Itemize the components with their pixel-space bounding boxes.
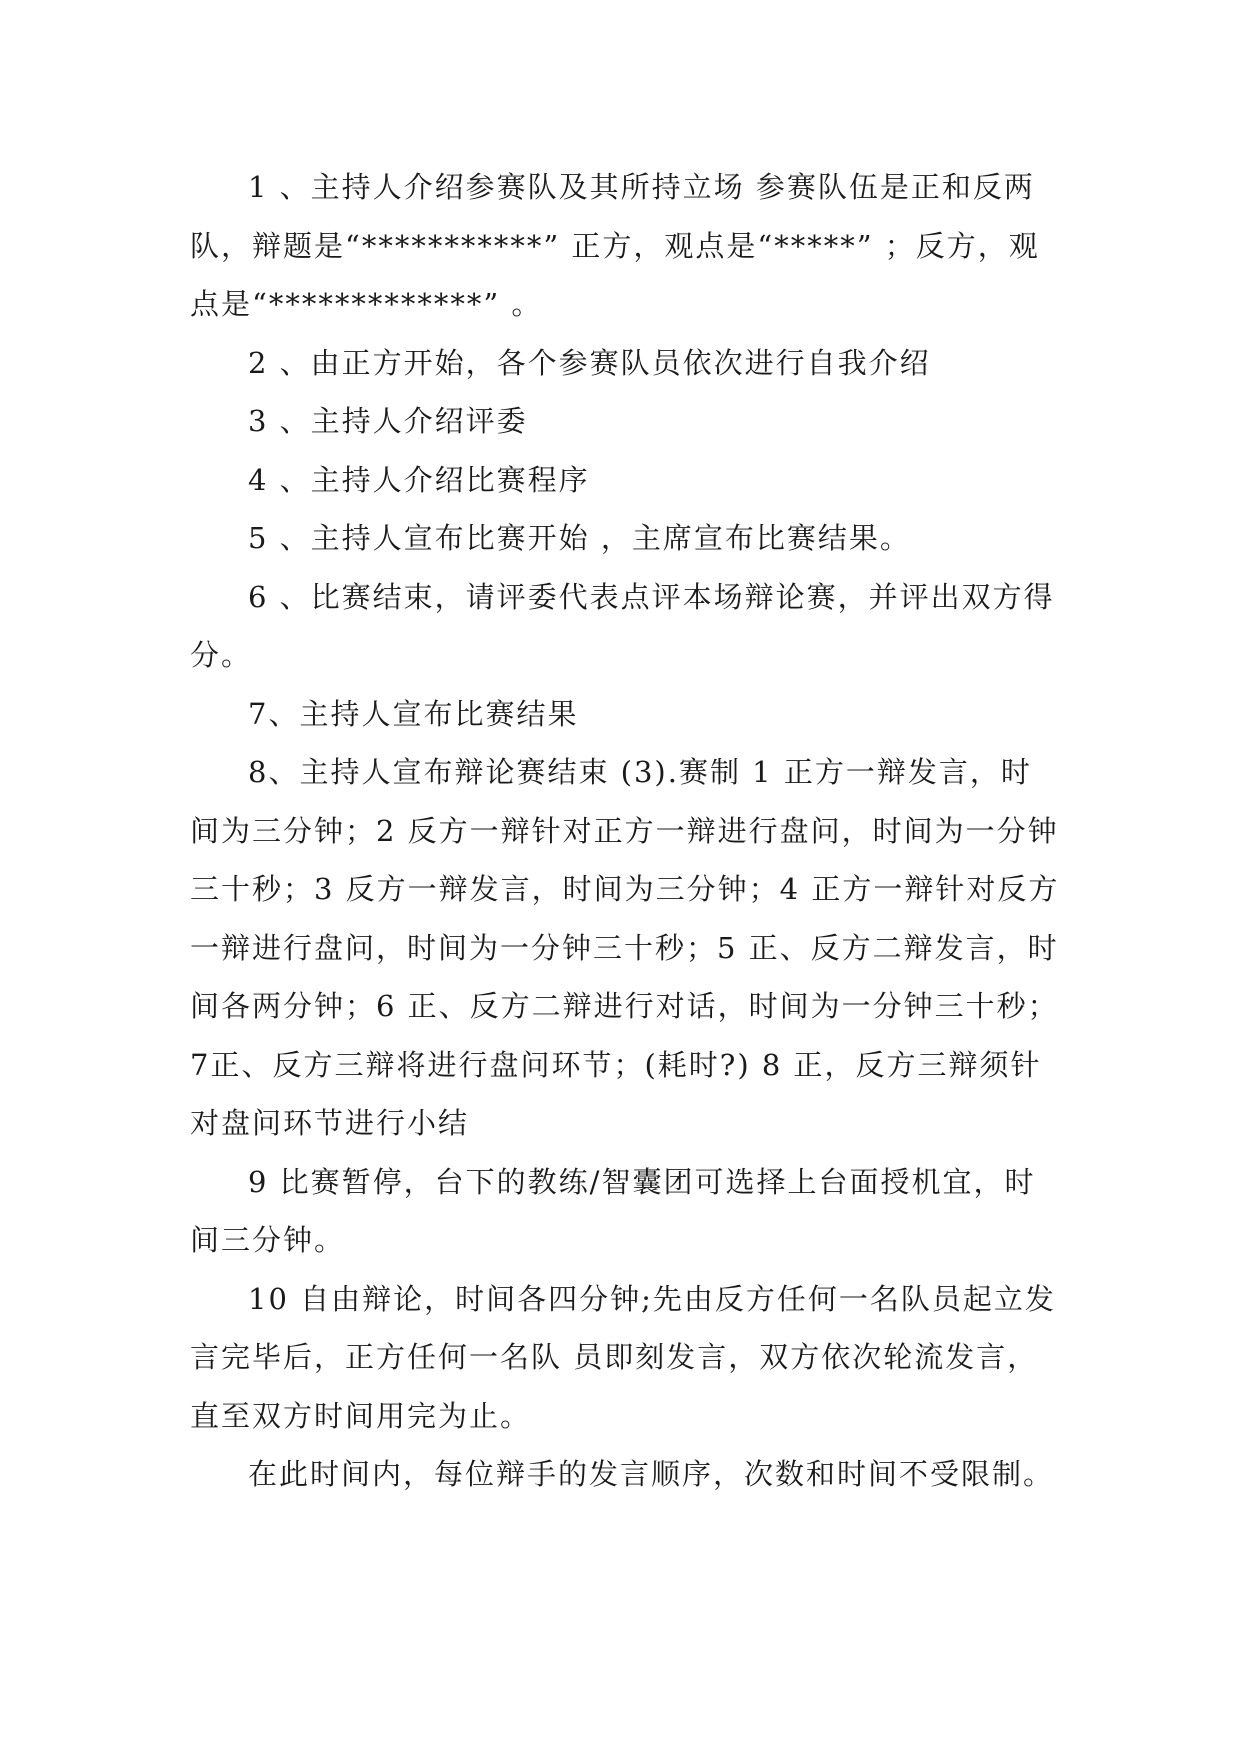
paragraph-step-7: 7、主持人宣布比赛结果: [248, 696, 579, 731]
paragraph-step-1: 1 、主持人介绍参赛队及其所持立场 参赛队伍是正和反两队，辩题是“***********” 正方，观点是“*****” ；反方，观点是“*************” 。: [190, 170, 1040, 321]
paragraph-step-3: 3 、主持人介绍评委: [248, 404, 528, 438]
paragraph-closing: 在此时间内，每位辩手的发言顺序，次数和时间不受限制。: [248, 1457, 1055, 1491]
document-body: [190, 158, 1060, 1504]
paragraph-step-10: 10 自由辩论，时间各四分钟;先由反方任何一名队员起立发言完毕后，正方任何一名队 员即刻发言，双方依次轮流发言，直至双方时间用完为止。: [190, 1281, 1056, 1433]
paragraph-step-6: 6 、比赛结束，请评委代表点评本场辩论赛，并评出双方得分。: [190, 579, 1055, 672]
paragraph-step-9: 9 比赛暂停，台下的教练/智囊团可选择上台面授机宜，时间三分钟。: [190, 1164, 1036, 1257]
paragraph-step-4: 4 、主持人介绍比赛程序: [248, 462, 590, 497]
paragraph-step-2: 2 、由正方开始，各个参赛队员依次进行自我介绍: [248, 345, 931, 380]
paragraph-step-8: 8、主持人宣布辩论赛结束 (3).赛制 1 正方一辩发言，时间为三分钟；2 反方一辩针对正方一辩进行盘问，时间为一分钟三十秒；3 反方一辩发言，时间为三分钟；4 正方一辩针对反方一辩进行盘问，时间为一分钟三十秒；5 正、反方二辩发言，时间各两分钟；6 正、反方二辩进行对话，时间为一分钟三十秒；7正、反方三辩将进行盘问环节；(耗时?) 8 正，反方三辩须针对盘问环节进行小结: [190, 755, 1060, 1140]
paragraph-step-5: 5 、主持人宣布比赛开始 ，主席宣布比赛结果。: [248, 521, 911, 555]
